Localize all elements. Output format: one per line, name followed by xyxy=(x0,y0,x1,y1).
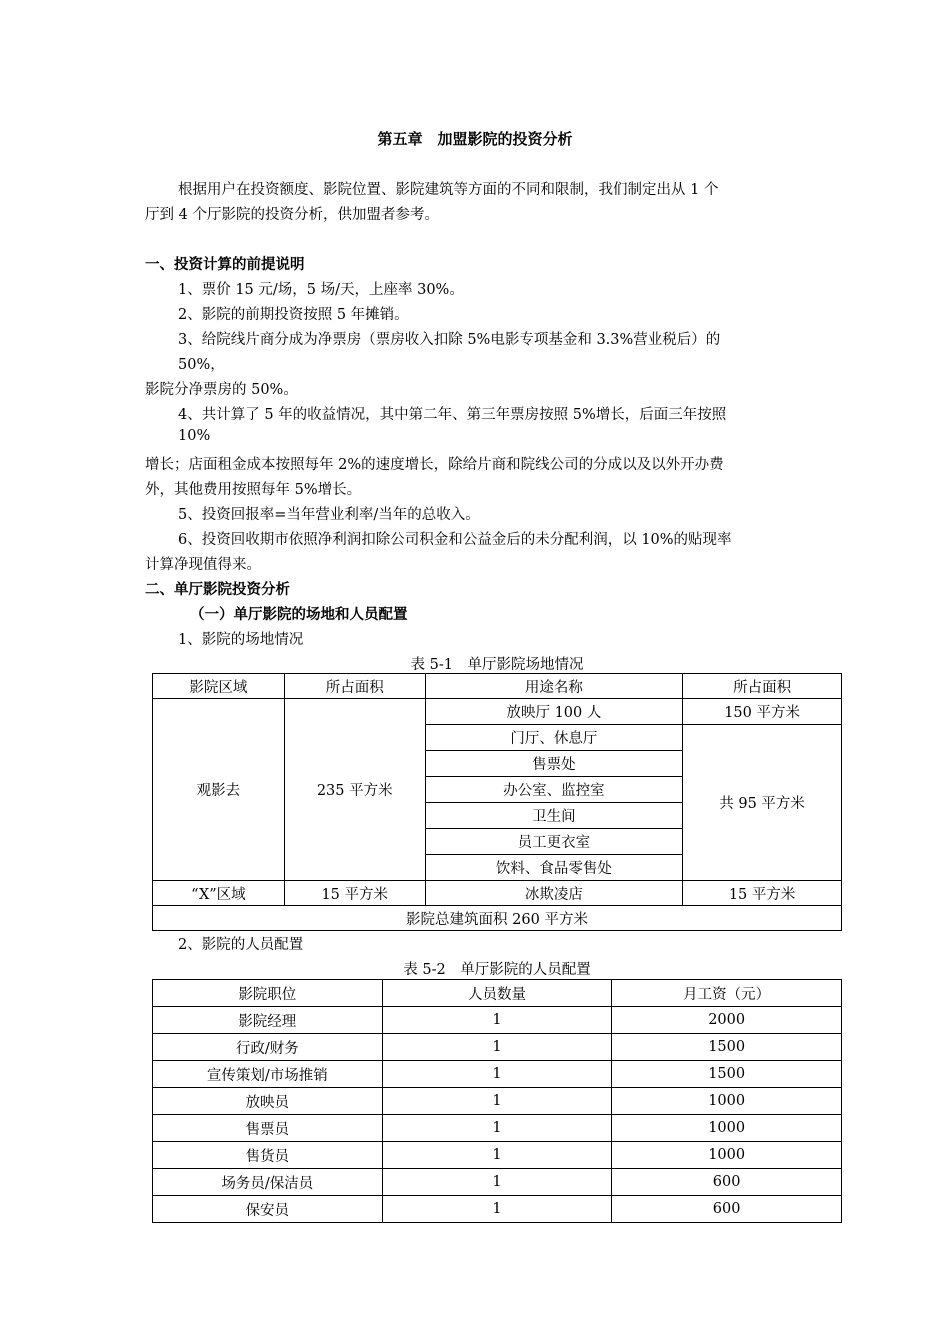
count-cell: 1 xyxy=(382,1115,612,1142)
site-label: 1、影院的场地情况 xyxy=(178,632,304,648)
table-row xyxy=(153,1142,842,1169)
site-table xyxy=(152,673,842,931)
table-header-cell: 人员数量 xyxy=(382,980,612,1007)
count-cell: 1 xyxy=(382,1061,612,1088)
table-row xyxy=(153,1007,842,1034)
premise-item: 3、给院线片商分成为净票房（票房收入扣除 5%电影专项基金和 3.3%营业税后）的 xyxy=(178,332,721,348)
table-header-cell: 所占面积 xyxy=(683,674,842,699)
table-row xyxy=(153,1088,842,1115)
use-cell: 售票处 xyxy=(425,751,683,777)
table-row xyxy=(153,881,842,906)
table-row xyxy=(153,1169,842,1196)
region-area-cell: 235 平方米 xyxy=(284,699,425,881)
table-row xyxy=(153,1115,842,1142)
premise-item: 1、票价 15 元/场，5 场/天，上座率 30%。 xyxy=(178,282,464,298)
salary-cell: 2000 xyxy=(612,1007,842,1034)
premise-item: 影院分净票房的 50%。 xyxy=(145,382,298,398)
position-cell: 放映员 xyxy=(153,1088,383,1115)
section2-heading: 二、单厅影院投资分析 xyxy=(145,582,290,598)
total-area-cell: 影院总建筑面积 260 平方米 xyxy=(153,906,842,931)
premise-item: 增长；店面租金成本按照每年 2%的速度增长，除给片商和院线公司的分成以及以外开办费 xyxy=(145,457,724,473)
count-cell: 1 xyxy=(382,1142,612,1169)
position-cell: 售票员 xyxy=(153,1115,383,1142)
table-row xyxy=(153,1034,842,1061)
use-cell: 卫生间 xyxy=(425,803,683,829)
staff-table xyxy=(152,979,842,1223)
use-cell: 放映厅 100 人 xyxy=(425,699,683,725)
premise-item: 6、投资回收期市依照净利润扣除公司积金和公益金后的未分配利润，以 10%的贴现率 xyxy=(178,532,732,548)
table-header-cell: 影院区域 xyxy=(153,674,285,699)
section1-heading: 一、投资计算的前提说明 xyxy=(145,257,305,273)
intro-line-2: 厅到 4 个厅影院的投资分析，供加盟者参考。 xyxy=(145,207,439,223)
position-cell: 保安员 xyxy=(153,1196,383,1223)
count-cell: 1 xyxy=(382,1034,612,1061)
premise-item: 50%， xyxy=(178,357,225,373)
position-cell: 场务员/保洁员 xyxy=(153,1169,383,1196)
table-row xyxy=(153,1196,842,1223)
premise-item: 计算净现值得来。 xyxy=(145,557,261,573)
use-cell: 门厅、休息厅 xyxy=(425,725,683,751)
use-area-cell: 共 95 平方米 xyxy=(683,725,842,881)
count-cell: 1 xyxy=(382,1088,612,1115)
table-header-cell: 月工资（元） xyxy=(612,980,842,1007)
table-row xyxy=(153,1061,842,1088)
salary-cell: 1500 xyxy=(612,1061,842,1088)
salary-cell: 1000 xyxy=(612,1115,842,1142)
region-cell: 观影去 xyxy=(153,699,285,881)
premise-item: 5、投资回报率=当年营业利率/当年的总收入。 xyxy=(178,507,480,523)
section2-subheading: （一）单厅影院的场地和人员配置 xyxy=(190,607,408,623)
premise-item: 4、共计算了 5 年的收益情况，其中第二年、第三年票房按照 5%增长，后面三年按照 xyxy=(178,407,727,423)
salary-cell: 1500 xyxy=(612,1034,842,1061)
use-area-cell: 15 平方米 xyxy=(683,881,842,906)
table-header-row xyxy=(153,980,842,1007)
intro-line-1: 根据用户在投资额度、影院位置、影院建筑等方面的不同和限制，我们制定出从 1 个 xyxy=(178,182,719,198)
use-area-cell: 150 平方米 xyxy=(683,699,842,725)
count-cell: 1 xyxy=(382,1196,612,1223)
table-header-row xyxy=(153,674,842,699)
premise-item: 2、影院的前期投资按照 5 年摊销。 xyxy=(178,307,409,323)
use-cell: 员工更衣室 xyxy=(425,829,683,855)
table-header-cell: 用途名称 xyxy=(425,674,683,699)
staff-label: 2、影院的人员配置 xyxy=(178,937,304,953)
use-cell: 冰欺凌店 xyxy=(425,881,683,906)
salary-cell: 1000 xyxy=(612,1142,842,1169)
region-cell: “X”区域 xyxy=(153,881,285,906)
salary-cell: 1000 xyxy=(612,1088,842,1115)
position-cell: 影院经理 xyxy=(153,1007,383,1034)
table2-caption: 表 5-2 单厅影院的人员配置 xyxy=(403,962,591,978)
table-header-cell: 影院职位 xyxy=(153,980,383,1007)
salary-cell: 600 xyxy=(612,1196,842,1223)
position-cell: 售货员 xyxy=(153,1142,383,1169)
count-cell: 1 xyxy=(382,1169,612,1196)
use-cell: 饮料、食品零售处 xyxy=(425,855,683,881)
chapter-title: 第五章 加盟影院的投资分析 xyxy=(377,130,573,148)
salary-cell: 600 xyxy=(612,1169,842,1196)
region-area-cell: 15 平方米 xyxy=(284,881,425,906)
count-cell: 1 xyxy=(382,1007,612,1034)
position-cell: 行政/财务 xyxy=(153,1034,383,1061)
use-cell: 办公室、监控室 xyxy=(425,777,683,803)
premise-item: 10% xyxy=(178,428,211,444)
position-cell: 宣传策划/市场推销 xyxy=(153,1061,383,1088)
table-header-cell: 所占面积 xyxy=(284,674,425,699)
table1-caption: 表 5-1 单厅影院场地情况 xyxy=(410,657,584,673)
table-row xyxy=(153,699,842,725)
table-total-row xyxy=(153,906,842,931)
premise-item: 外，其他费用按照每年 5%增长。 xyxy=(145,482,362,498)
